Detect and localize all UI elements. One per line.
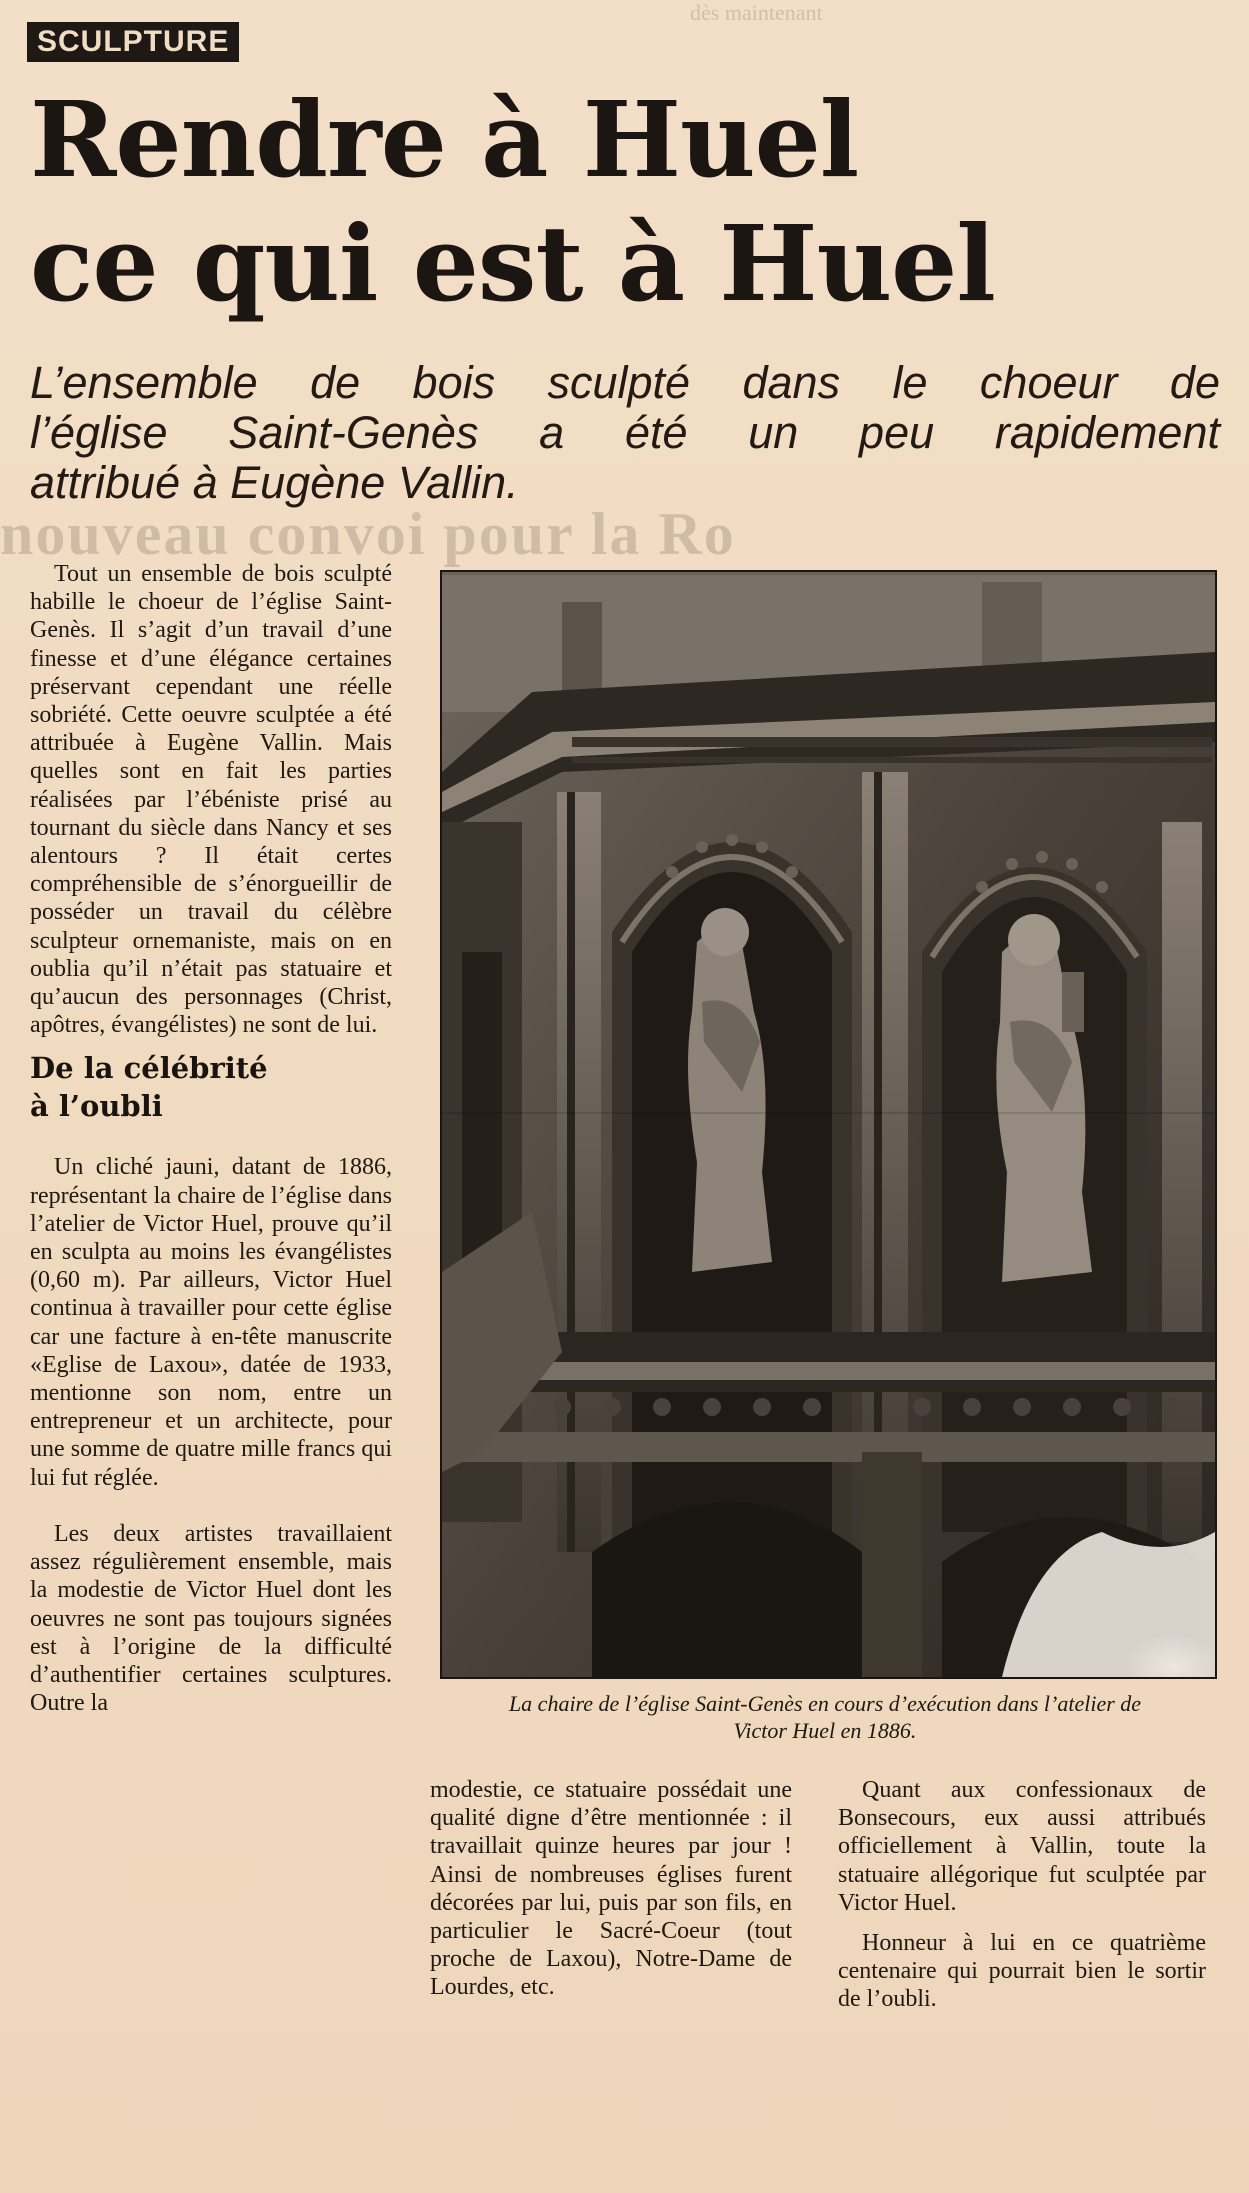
carved-pulpit-image: [442, 572, 1215, 1677]
paragraph-honneur: Honneur à lui en ce quatrième centenaire qui pourrait bien le sortir de l’oubli.: [838, 1930, 1206, 2013]
headline-line-1: Rendre à Huel: [30, 78, 859, 201]
paragraph-intro: Tout un ensemble de bois sculpté habille le choeur de l’église Saint-Genès. Il s’agit d’un travail d’une finesse et d’une élégance certaines préservant cependant une réelle sobriété. Cette oeuvre sculptée a été attribuée à Eugène Vallin. Mais quelles sont en fait les parties réalisées par l’ébéniste prisé au tournant du siècle dans Nancy et ses alentours ? Il était certes compréhensible de s’énorgueillir de posséder un travail du célèbre sculpteur ornemaniste, mais on en oublia qu’il n’était pas statuaire et qu’aucun des personnages (Christ, apôtres, évangélistes) ne sont de lui.: [30, 561, 392, 1039]
paragraph-artists: Les deux artistes travaillaient assez régulièrement ensemble, mais la modestie de Victor Huel dont les oeuvres ne sont pas toujours signées est à l’origine de la difficulté d’authentifier certaines sculptures. Outre la: [30, 1520, 392, 1717]
caption-line-1: La chaire de l’église Saint-Genès en cours d’exécution dans l’atelier de: [508, 1691, 1142, 1716]
headline: [30, 78, 1210, 326]
section-rubric: SCULPTURE: [27, 22, 239, 62]
column-right: [838, 1776, 1206, 2014]
show-through-headline: nouveau convoi pour la Ro: [0, 501, 736, 567]
paragraph-confessionals: Quant aux confessionaux de Bonsecours, eux aussi attribués officiellement à Vallin, toute la statuaire allégorique fut sculptée par Victor Huel.: [838, 1777, 1206, 1916]
standfirst-line-1: L’ensemble de bois sculpté dans le choeur de: [30, 357, 1220, 408]
subheading-line-2: à l’oubli: [30, 1089, 163, 1124]
column-middle: [430, 1776, 792, 2002]
paragraph-cliche: Un cliché jauni, datant de 1886, représentant la chaire de l’église dans l’atelier de Victor Huel, prouve qu’il en sculpta au moins les évangélistes (0,60 m). Par ailleurs, Victor Huel continua à travailler pour cette église car une facture à en-tête manuscrite «Eglise de Laxou», datée de 1933, mentionne son nom, entre un entrepreneur et un architecte, pour une somme de quatre mille francs qui lui fut réglée.: [30, 1154, 392, 1491]
paragraph-continuation: modestie, ce statuaire possédait une qualité digne d’être mentionnée : il travaillait quinze heures par jour ! Ainsi de nombreuses églises furent décorées par lui, puis par son fils, en particulier le Sacré-Coeur (tout proche de Laxou), Notre-Dame de Lourdes, etc.: [430, 1777, 792, 2001]
subheading-line-1: De la célébrité: [30, 1051, 268, 1086]
column-left: [30, 560, 392, 1717]
pulpit-photograph: [440, 570, 1217, 1679]
headline-line-2: ce qui est à Huel: [30, 202, 995, 325]
standfirst: [30, 358, 1220, 508]
show-through-text: dès maintenant: [690, 0, 823, 25]
caption-line-2: Victor Huel en 1886.: [733, 1718, 917, 1743]
subheading: [30, 1049, 392, 1125]
standfirst-line-2: l’église Saint-Genès a été un peu rapidement: [30, 407, 1220, 458]
standfirst-line-3: attribué à Eugène Vallin.: [30, 457, 519, 508]
photo-caption: [430, 1690, 1220, 1744]
